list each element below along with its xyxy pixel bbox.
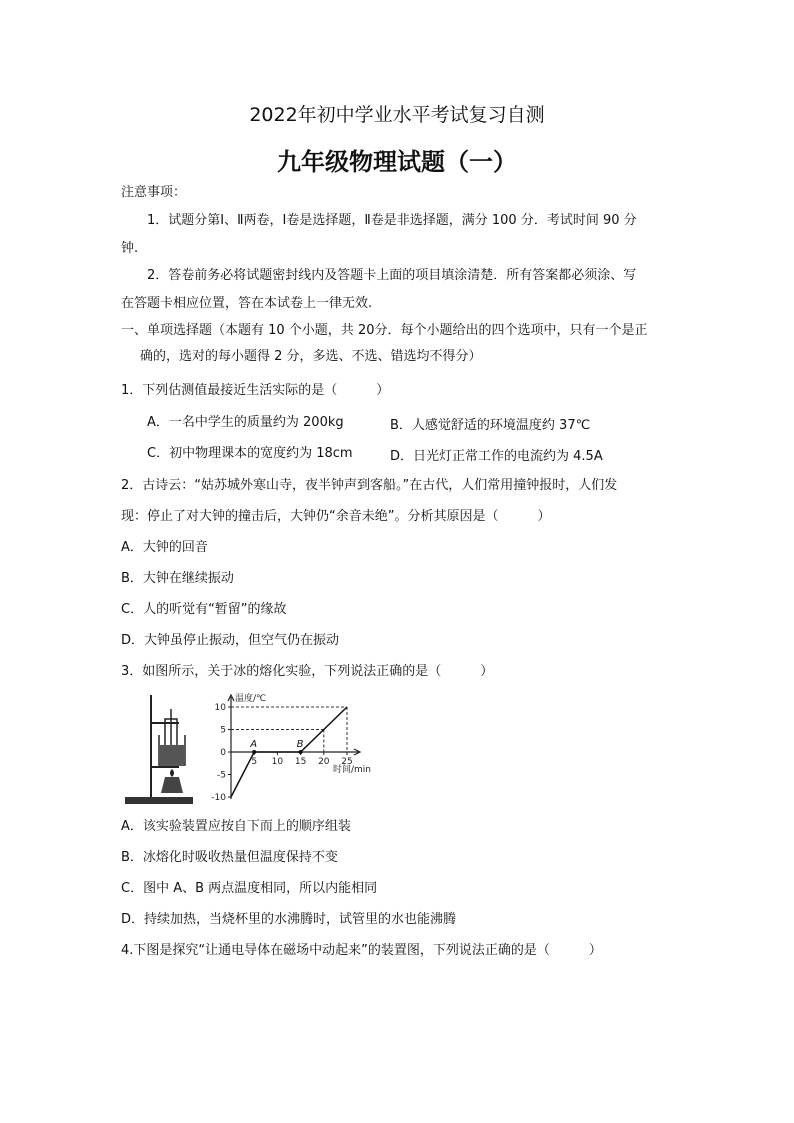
- q3-option-c: C．图中 A、B 两点温度相同，所以内能相同: [121, 881, 378, 896]
- x-tick-label: 20: [318, 757, 330, 767]
- q3-figure: [121, 689, 372, 807]
- q4-stem: 4.下图是探究“让通电导体在磁场中动起来”的装置图，下列说法正确的是（ ）: [121, 943, 602, 958]
- q1-option-d: D．日光灯正常工作的电流约为 4.5A: [390, 449, 603, 464]
- section-1-line-2: 确的，选对的每小题得 2 分，多选、不选、错选均不得分）: [140, 349, 482, 364]
- temperature-time-graph: [211, 692, 371, 803]
- beaker-water: [160, 745, 184, 764]
- x-tick-label: 15: [294, 757, 307, 767]
- y-tick-label: 10: [214, 703, 226, 713]
- section-1-line-1: 一、单项选择题（本题有 10 个小题，共 20分．每个小题给出的四个选项中，只有一个是正: [121, 323, 648, 338]
- data-point-a: [252, 750, 256, 754]
- exam-title: 2022年初中学业水平考试复习自测: [249, 104, 545, 126]
- y-tick-label: -10: [211, 793, 226, 803]
- y-axis-label: 温度/℃: [235, 694, 267, 704]
- y-tick-label: -5: [217, 770, 226, 781]
- x-tick-label: 5: [251, 757, 258, 767]
- q2-stem-line-1: 2．古诗云：“姑苏城外寒山寺，夜半钟声到客船。”在古代，人们常用撞钟报时，人们发: [121, 478, 618, 493]
- y-tick-label: 5: [220, 725, 226, 736]
- note-2-line-2: 在答题卡相应位置，答在本试卷上一律无效.: [121, 296, 373, 311]
- alcohol-lamp: [161, 777, 183, 793]
- q2-option-b: B．大钟在继续振动: [121, 571, 234, 586]
- x-tick-label: 10: [271, 757, 284, 767]
- q1-stem: 1．下列估测值最接近生活实际的是（ ）: [121, 383, 390, 398]
- note-2-line-1: 2．答卷前务必将试题密封线内及答题卡上面的项目填涂清楚．所有答案都必须涂、写: [147, 268, 637, 283]
- data-point-b: [299, 750, 303, 754]
- q3-option-b: B．冰熔化时吸收热量但温度保持不变: [121, 850, 338, 865]
- q3-option-d: D．持续加热，当烧杯里的水沸腾时，试管里的水也能沸腾: [121, 912, 457, 927]
- x-tick-label: 25: [341, 757, 353, 767]
- x-axis-label: 时间/min: [333, 765, 372, 775]
- q1-option-c: C．初中物理课本的宽度约为 18cm: [147, 446, 353, 461]
- point-label-b: B: [296, 739, 304, 750]
- stand-base: [125, 797, 193, 804]
- q3-figure-svg: [121, 689, 372, 807]
- q1-option-b: B．人感觉舒适的环境温度约 37℃: [390, 418, 591, 433]
- notes-heading: 注意事项：: [121, 185, 187, 200]
- flame-icon: [170, 769, 174, 777]
- note-1-line-2: 钟.: [121, 241, 139, 256]
- q3-stem: 3．如图所示，关于冰的熔化实验，下列说法正确的是（ ）: [121, 664, 494, 679]
- q2-stem-line-2: 现：停止了对大钟的撞击后，大钟仍“余音未绝”。分析其原因是（ ）: [121, 509, 551, 524]
- note-1-line-1: 1．试题分第Ⅰ、Ⅱ两卷，Ⅰ卷是选择题，Ⅱ卷是非选择题，满分 100 分．考试时间 90 分: [147, 213, 637, 228]
- q2-option-d: D．大钟虽停止振动，但空气仍在振动: [121, 633, 340, 648]
- heating-apparatus-illustration: [125, 695, 193, 804]
- q1-option-a: A．一名中学生的质量约为 200kg: [147, 415, 344, 430]
- q3-option-a: A．该实验装置应按自下而上的顺序组装: [121, 819, 351, 834]
- point-label-a: A: [250, 739, 258, 750]
- q2-option-a: A．大钟的回音: [121, 540, 208, 555]
- y-tick-label: 0: [220, 748, 226, 758]
- exam-subtitle: 九年级物理试题（一）: [277, 147, 517, 176]
- q2-option-c: C．人的听觉有“暂留”的缘故: [121, 602, 287, 617]
